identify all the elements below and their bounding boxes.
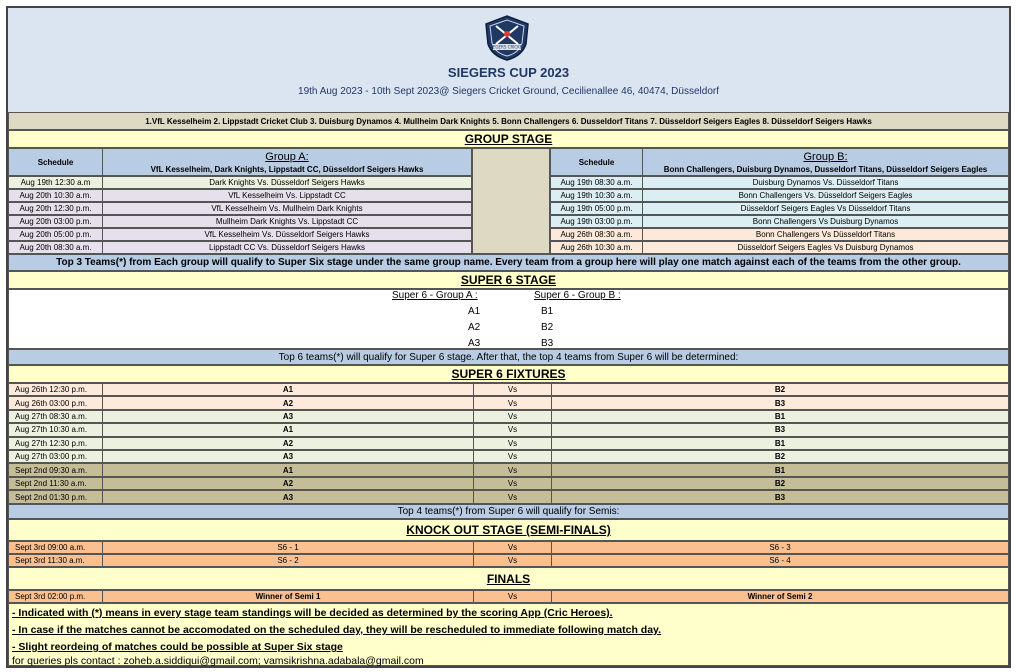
table-row: Aug 27th 12:30 p.m. A2 Vs B1 bbox=[8, 437, 1009, 450]
group-b-schedule-label: Schedule bbox=[551, 149, 643, 175]
fixtures-note-row bbox=[8, 504, 1009, 519]
group-b-title: Group B: bbox=[803, 150, 848, 163]
fixtures-title: SUPER 6 FIXTURES bbox=[451, 367, 566, 381]
table-row: Aug 26th 08:30 a.m. Bonn Challengers Vs Düsseldorf Titans bbox=[550, 228, 1009, 241]
super6-title-row bbox=[8, 271, 1009, 289]
table-row: Aug 19th 10:30 a.m. Bonn Challengers Vs. Düsseldorf Seigers Eagles bbox=[550, 189, 1009, 202]
super6-b3: B3 bbox=[541, 338, 554, 349]
teams-list: 1.VfL Kesselheim 2. Lippstadt Cricket Club 3. Duisburg Dynamos 4. Mullheim Dark Knights 5. Bonn Challengers 6. Dusseldorf Titans 7. Düsseldorf Seigers Eagles 8. Düsseldorf Seigers Hawks bbox=[145, 116, 872, 126]
table-row: Aug 20th 08:30 a.m. Lippstadt CC Vs. Düsseldorf Seigers Hawks bbox=[8, 241, 472, 254]
table-row: Aug 20th 05:00 p.m. VfL Kesselheim Vs. Düsseldorf Seigers Hawks bbox=[8, 228, 472, 241]
super6-b1: B1 bbox=[541, 306, 554, 317]
group-stage-title-row bbox=[8, 130, 1009, 148]
group-a-header bbox=[8, 148, 472, 176]
group-a-title: Group A: bbox=[265, 150, 309, 163]
group-a-schedule-label: Schedule bbox=[9, 149, 103, 175]
club-logo bbox=[482, 14, 532, 62]
table-row: Aug 19th 03:00 p.m. Bonn Challengers Vs Duisburg Dynamos bbox=[550, 215, 1009, 228]
contact-info: for queries pls contact : zoheb.a.siddiqui@gmail.com; vamsikrishna.adabala@gmail.com bbox=[12, 655, 424, 667]
shield-icon bbox=[482, 14, 532, 62]
super6-group-b-label: Super 6 - Group B : bbox=[534, 290, 621, 301]
group-a-teams: VfL Kesselheim, Dark Knights, Lippstadt CC, Düsseldorf Seigers Hawks bbox=[150, 164, 424, 174]
page-title: SIEGERS CUP 2023 bbox=[447, 65, 570, 80]
table-row: Sept 2nd 09:30 a.m. A1 Vs B1 bbox=[8, 463, 1009, 476]
finals-row: Sept 3rd 02:00 p.m. Winner of Semi 1 Vs Winner of Semi 2 bbox=[8, 590, 1009, 603]
super6-group-a-label: Super 6 - Group A : bbox=[392, 290, 478, 301]
super6-a1: A1 bbox=[468, 306, 481, 317]
group-b-teams: Bonn Challengers, Duisburg Dynamos, Dusseldorf Titans, Düsseldorf Seigers Eagles bbox=[663, 164, 988, 174]
group-gap bbox=[472, 148, 550, 254]
table-row: Aug 19th 05:00 p.m. Düsseldorf Seigers Eagles Vs Düsseldorf Titans bbox=[550, 202, 1009, 215]
table-row: Sept 2nd 01:30 p.m. A3 Vs B3 bbox=[8, 490, 1009, 504]
table-row: Aug 26th 03:00 p.m. A2 Vs B3 bbox=[8, 396, 1009, 409]
table-row: Sept 3rd 09:00 a.m. S6 - 1 Vs S6 - 3 bbox=[8, 541, 1009, 554]
super6-note: Top 6 teams(*) will qualify for Super 6 stage. After that, the top 4 teams from Super 6 will be determined: bbox=[278, 351, 739, 363]
semis-title-row bbox=[8, 519, 1009, 541]
logo-text: SIEGERS CRICKET bbox=[489, 44, 525, 50]
group-stage-note: Top 3 Teams(*) from Each group will qualify to Super Six stage under the same group name. Every team from a group here will play one match against each of the teams from the other group. bbox=[56, 257, 961, 268]
super6-groups bbox=[8, 289, 1009, 349]
super6-title: SUPER 6 STAGE bbox=[460, 273, 557, 287]
table-row: Aug 20th 12:30 p.m. VfL Kesselheim Vs. Mullheim Dark Knights bbox=[8, 202, 472, 215]
table-row: Aug 27th 03:00 p.m. A3 Vs B2 bbox=[8, 450, 1009, 463]
table-row: Aug 19th 08:30 a.m. Duisburg Dynamos Vs. Düsseldorf Titans bbox=[550, 176, 1009, 189]
fixtures-title-row bbox=[8, 365, 1009, 383]
table-row: Aug 20th 03:00 p.m. Mullheim Dark Knights Vs. Lippstadt CC bbox=[8, 215, 472, 228]
teams-line bbox=[8, 112, 1009, 130]
table-row: Aug 19th 12:30 a.m Dark Knights Vs. Düsseldorf Seigers Hawks bbox=[8, 176, 472, 189]
finals-title-row bbox=[8, 567, 1009, 590]
fixtures-note: Top 4 teams(*) from Super 6 will qualify for Semis: bbox=[397, 506, 620, 517]
table-row: Sept 2nd 11:30 a.m. A2 Vs B2 bbox=[8, 477, 1009, 490]
semis-title: KNOCK OUT STAGE (SEMI-FINALS) bbox=[406, 523, 611, 537]
table-row: Aug 20th 10:30 a.m. VfL Kesselheim Vs. Lippstadt CC bbox=[8, 189, 472, 202]
page-subtitle: 19th Aug 2023 - 10th Sept 2023@ Siegers Cricket Ground, Cecilienallee 46, 40474, Düsseldorf bbox=[298, 86, 719, 97]
table-row: Aug 26th 10:30 a.m. Düsseldorf Seigers Eagles Vs Duisburg Dynamos bbox=[550, 241, 1009, 254]
header bbox=[8, 8, 1009, 112]
table-row: Aug 27th 10:30 a.m. A1 Vs B3 bbox=[8, 423, 1009, 436]
note-1: - Indicated with (*) means in every stage team standings will be decided as determined by the scoring App (Cric Heroes). bbox=[12, 607, 613, 619]
schedule-sheet bbox=[6, 6, 1011, 668]
group-stage-title: GROUP STAGE bbox=[464, 132, 553, 146]
super6-a3: A3 bbox=[468, 338, 481, 349]
notes bbox=[8, 603, 1009, 666]
note-3: - Slight reordeing of matches could be possible at Super Six stage bbox=[12, 641, 343, 653]
super6-b2: B2 bbox=[541, 322, 554, 333]
super6-note-row bbox=[8, 349, 1009, 365]
table-row: Sept 3rd 11:30 a.m. S6 - 2 Vs S6 - 4 bbox=[8, 554, 1009, 567]
group-stage-note-row bbox=[8, 254, 1009, 271]
super6-a2: A2 bbox=[468, 322, 481, 333]
group-b-header bbox=[550, 148, 1009, 176]
finals-title: FINALS bbox=[486, 571, 531, 586]
table-row: Aug 26th 12:30 p.m. A1 Vs B2 bbox=[8, 383, 1009, 396]
table-row: Aug 27th 08:30 a.m. A3 Vs B1 bbox=[8, 410, 1009, 423]
note-2: - In case if the matches cannot be accomodated on the scheduled day, they will be rescheduled to immediate following match day. bbox=[12, 624, 662, 636]
